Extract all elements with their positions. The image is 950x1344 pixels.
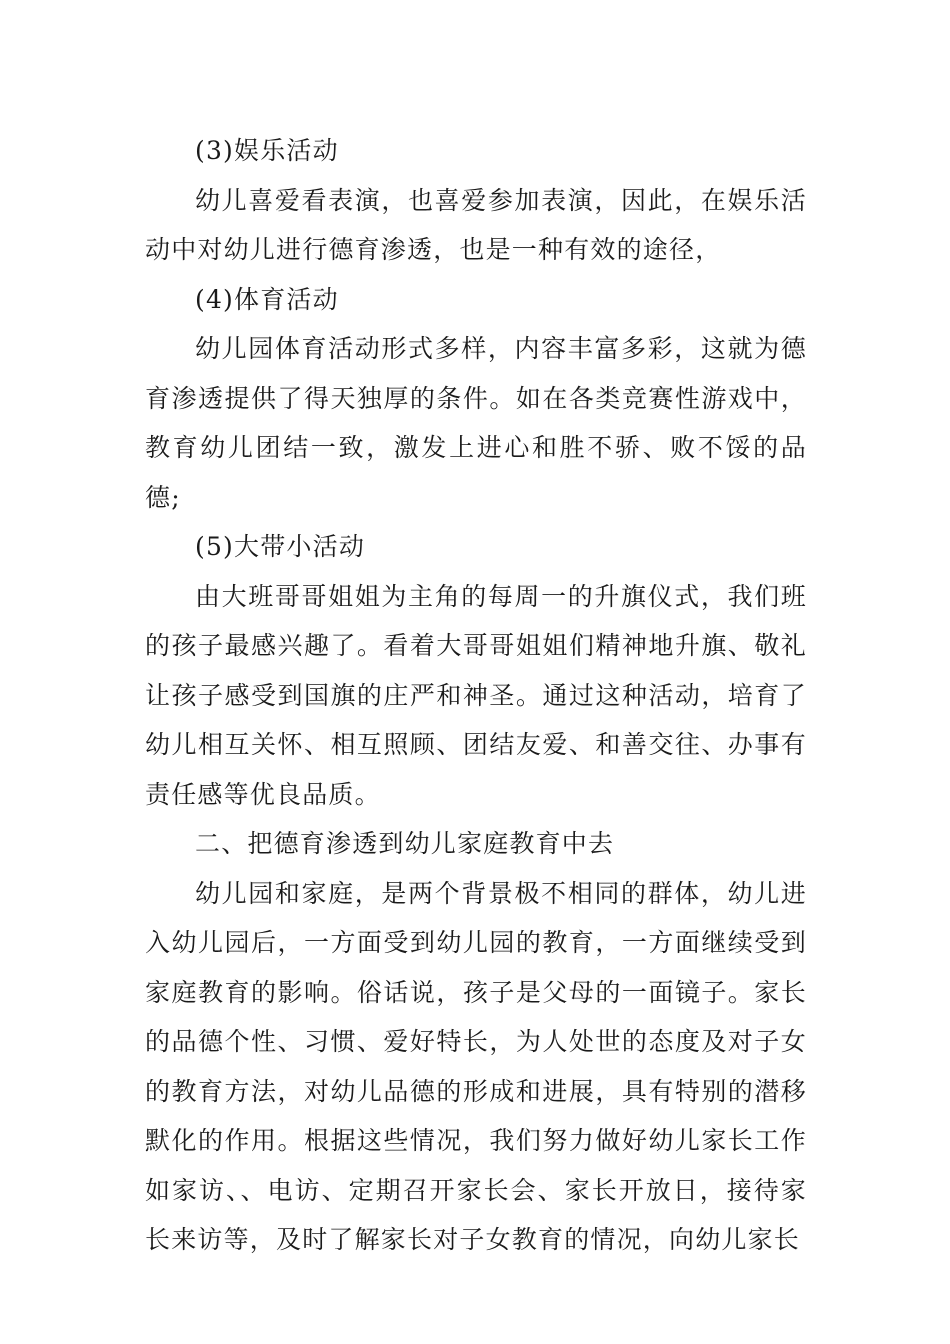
section-heading-big-helps-small: (5)大带小活动	[195, 532, 366, 561]
paragraph-big-helps-small: 由大班哥哥姐姐为主角的每周一的升旗仪式，我们班的孩子最感兴趣了。看着大哥哥姐姐们精神地升旗、敬礼让孩子感受到国旗的庄严和神圣。通过这种活动，培育了幼儿相互关怀、相互照顾、团结友爱、和善交往、办事有责任感等优良品质。	[145, 581, 807, 809]
paragraph-entertainment: 幼儿喜爱看表演，也喜爱参加表演，因此，在娱乐活动中对幼儿进行德育渗透，也是一种有效的途径，	[145, 185, 807, 264]
section-heading-family-education: 二、把德育渗透到幼儿家庭教育中去	[195, 829, 615, 858]
section-heading-sports: (4)体育活动	[195, 284, 339, 314]
document-body	[145, 126, 807, 1265]
paragraph-family-education: 幼儿园和家庭，是两个背景极不相同的群体，幼儿进入幼儿园后，一方面受到幼儿园的教育，一方面继续受到家庭教育的影响。俗话说，孩子是父母的一面镜子。家长的品德个性、习惯、爱好特长，为人处世的态度及对子女的教育方法，对幼儿品德的形成和进展，具有特别的潜移默化的作用。根据这些情况，我们努力做好幼儿家长工作如家访、、电访、定期召开家长会、家长开放日，接待家长来访等，及时了解家长对子女教育的情况，向幼儿家长	[145, 878, 807, 1254]
section-heading-entertainment: (3)娱乐活动	[195, 136, 339, 165]
paragraph-sports: 幼儿园体育活动形式多样，内容丰富多彩，这就为德育渗透提供了得天独厚的条件。如在各类竞赛性游戏中，教育幼儿团结一致，激发上进心和胜不骄、败不馁的品德;	[145, 334, 807, 512]
